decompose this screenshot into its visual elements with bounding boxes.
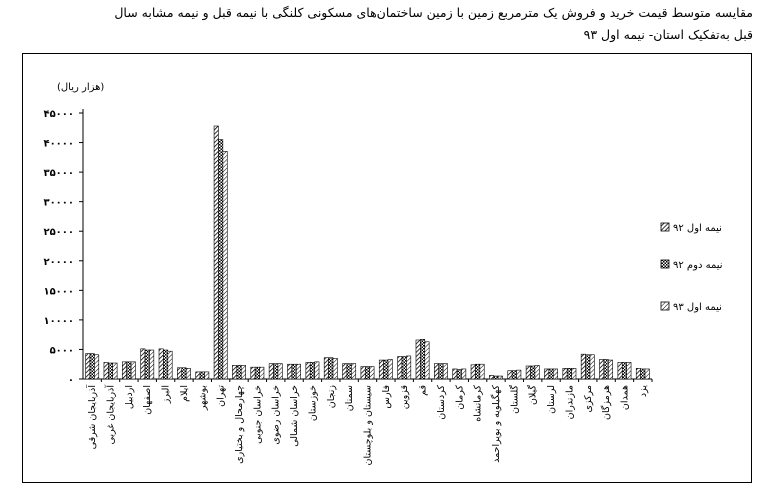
bar xyxy=(489,375,493,379)
bar xyxy=(453,369,457,379)
bar xyxy=(535,365,539,379)
bar xyxy=(402,357,406,379)
x-category-label: بوشهر xyxy=(197,385,209,411)
bar xyxy=(641,369,645,379)
bar xyxy=(347,364,351,379)
bar xyxy=(278,364,282,379)
bar xyxy=(604,359,608,379)
bar xyxy=(457,370,461,379)
bar xyxy=(517,370,521,379)
legend-label: نیمه دوم ۹۲ xyxy=(673,260,723,271)
bar xyxy=(274,364,278,379)
bar xyxy=(398,357,402,379)
bar xyxy=(241,365,245,379)
y-tick-label: ۵۰۰۰ xyxy=(49,345,74,357)
x-category-label: قزوین xyxy=(399,385,411,410)
bar xyxy=(370,367,374,379)
y-tick-label: ۳۰۰۰۰ xyxy=(43,197,74,209)
bar xyxy=(586,355,590,379)
bar xyxy=(141,349,145,379)
x-category-label: تهران xyxy=(215,385,227,407)
x-category-label: گلستان xyxy=(509,385,521,414)
bar xyxy=(324,358,328,379)
bar xyxy=(315,362,319,379)
bar xyxy=(269,364,273,379)
bar xyxy=(618,362,622,379)
bar xyxy=(113,363,117,379)
bar xyxy=(182,368,186,379)
bar xyxy=(365,367,369,379)
bar xyxy=(590,355,594,379)
bar xyxy=(329,358,333,379)
bar xyxy=(255,367,259,379)
x-category-label: آذربایجان شرقی xyxy=(87,385,99,450)
bar xyxy=(530,366,534,379)
bar xyxy=(553,369,557,379)
x-category-label: ایلام xyxy=(178,385,190,402)
bar xyxy=(149,350,153,379)
bar xyxy=(260,367,264,379)
bar xyxy=(498,376,502,379)
x-category-label: خوزستان xyxy=(307,385,319,422)
bar xyxy=(425,342,429,379)
bar xyxy=(251,367,255,379)
legend-label: نیمه اول ۹۳ xyxy=(673,302,722,313)
bar xyxy=(127,362,131,379)
y-tick-label: ۱۵۰۰۰ xyxy=(43,286,74,298)
bar xyxy=(145,350,149,379)
bar xyxy=(361,367,365,379)
legend-label: نیمه اول ۹۲ xyxy=(673,223,722,234)
y-tick-label: ۳۵۰۰۰ xyxy=(43,168,74,180)
x-category-label: اردبیل xyxy=(123,385,135,410)
bar xyxy=(645,369,649,379)
bar xyxy=(232,365,236,379)
x-category-label: خراسان جنوبی xyxy=(252,385,264,444)
bar xyxy=(475,364,479,379)
bar xyxy=(512,371,516,379)
x-category-label: سمنان xyxy=(344,385,356,412)
bar xyxy=(296,364,300,379)
bar xyxy=(600,359,604,379)
bar xyxy=(471,365,475,379)
bar xyxy=(608,360,612,379)
x-category-label: مازندران xyxy=(564,385,576,420)
legend-swatch xyxy=(661,302,669,310)
bar xyxy=(406,356,410,379)
bar xyxy=(636,368,640,379)
bar xyxy=(86,354,90,379)
bar xyxy=(177,368,181,379)
bar xyxy=(416,340,420,379)
x-category-label: البرز xyxy=(160,385,172,404)
bar xyxy=(218,140,222,379)
bar xyxy=(333,358,337,379)
bar xyxy=(627,362,631,379)
bar xyxy=(122,362,126,379)
x-category-label: یزد xyxy=(637,385,649,398)
bar xyxy=(508,371,512,379)
bar xyxy=(108,363,112,379)
bar xyxy=(94,355,98,379)
bar xyxy=(196,372,200,379)
y-tick-label: ۰ xyxy=(67,375,74,386)
bar xyxy=(549,369,553,379)
bar xyxy=(310,362,314,379)
bar xyxy=(168,351,172,379)
bar xyxy=(131,362,135,379)
bar xyxy=(388,359,392,379)
x-category-label: مرکزی xyxy=(582,385,594,413)
x-category-label: زنجان xyxy=(325,385,337,409)
x-category-label: گیلان xyxy=(527,385,539,406)
chart-title-line-2: قبل به‌تفکیک استان- نیمه اول ۹۳ xyxy=(583,27,753,42)
x-category-label: خراسان رضوی xyxy=(270,385,282,445)
legend-swatch xyxy=(661,260,669,268)
x-category-label: هرمزگان xyxy=(601,385,613,420)
bar xyxy=(351,364,355,379)
bar xyxy=(223,151,227,379)
bar xyxy=(567,368,571,379)
legend-swatch xyxy=(661,223,669,231)
y-tick-label: ۴۰۰۰۰ xyxy=(43,138,74,150)
x-category-label: کرمانشاه xyxy=(472,385,484,422)
bar xyxy=(622,362,626,379)
bar xyxy=(526,366,530,379)
x-category-label: چهارمحال و بختیاری xyxy=(234,385,246,464)
x-category-label: فارس xyxy=(380,385,392,409)
bar xyxy=(163,350,167,379)
bar xyxy=(572,368,576,379)
bar xyxy=(434,364,438,379)
bar xyxy=(159,349,163,379)
bar xyxy=(343,364,347,379)
bar xyxy=(237,365,241,379)
x-category-label: کرمان xyxy=(454,385,466,410)
x-category-label: کهگیلویه و بویراحمد xyxy=(490,385,502,463)
x-category-label: خراسان شمالی xyxy=(289,385,301,447)
bar xyxy=(90,354,94,379)
x-category-label: همدان xyxy=(619,385,631,411)
bar xyxy=(439,364,443,379)
y-tick-label: ۲۵۰۰۰ xyxy=(43,227,74,239)
x-category-label: لرستان xyxy=(546,385,558,414)
bar xyxy=(214,126,218,379)
bar xyxy=(292,364,296,379)
bar xyxy=(287,364,291,379)
bar xyxy=(461,369,465,379)
y-unit-label: (هزار ریال) xyxy=(57,82,105,93)
bar xyxy=(544,369,548,379)
bar xyxy=(104,362,108,379)
x-category-label: اصفهان xyxy=(142,385,154,415)
chart-title-line-1: مقایسه متوسط قیمت خرید و فروش یک مترمربع زمین با زمین ساختمان‌های مسکونی کلنگی با نیمه قبل و نیمه مشابه سال xyxy=(114,5,753,20)
x-category-label: قم xyxy=(417,385,429,396)
bar xyxy=(563,368,567,379)
bar xyxy=(384,360,388,379)
bar xyxy=(205,372,209,379)
bar xyxy=(379,360,383,379)
bar xyxy=(186,368,190,379)
bar xyxy=(581,354,585,379)
y-tick-label: ۴۵۰۰۰ xyxy=(43,109,74,120)
bar xyxy=(443,364,447,379)
bar xyxy=(480,364,484,379)
y-tick-label: ۲۰۰۰۰ xyxy=(43,256,74,268)
bar xyxy=(420,339,424,379)
x-category-label: کردستان xyxy=(435,385,447,420)
x-category-label: آذربایجان غربی xyxy=(105,385,117,445)
y-tick-label: ۱۰۰۰۰ xyxy=(43,315,74,327)
bar xyxy=(494,376,498,379)
bar xyxy=(306,362,310,379)
bar xyxy=(200,372,204,379)
x-category-label: سیستان و بلوچستان xyxy=(362,385,374,466)
